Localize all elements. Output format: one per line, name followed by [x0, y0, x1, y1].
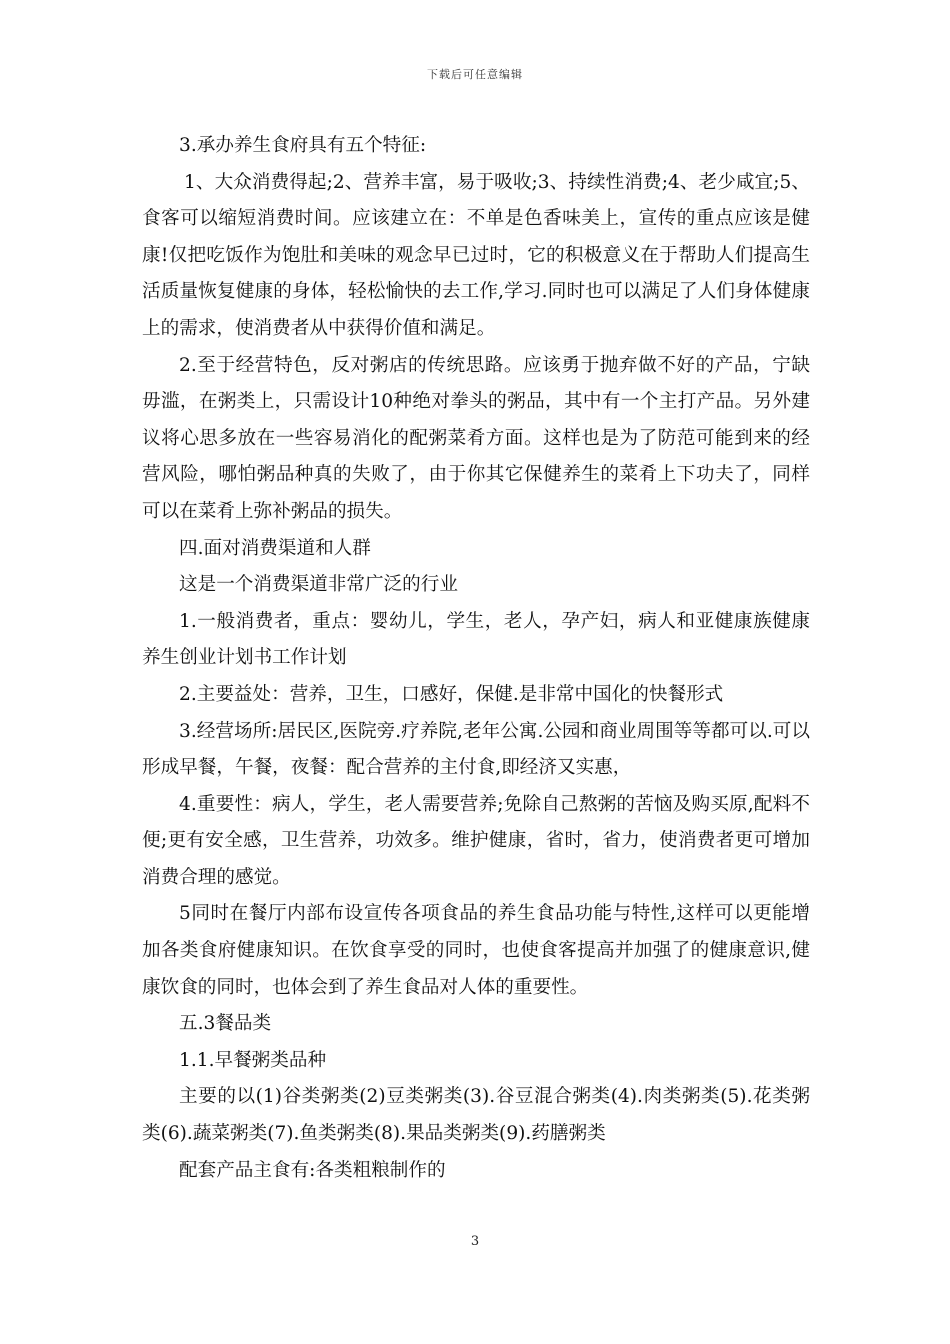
page-header: 下载后可任意编辑 [427, 68, 523, 81]
paragraph-general-consumers: 1.一般消费者，重点：婴幼儿，学生，老人，孕产妇，病人和亚健康族健康养生创业计划书工作计划 [142, 610, 810, 669]
paragraph-main-benefits: 2.主要益处：营养，卫生，口感好，保健.是非常中国化的快餐形式 [179, 683, 724, 705]
page-number: 3 [470, 1234, 480, 1249]
paragraph-operating-features: 2.至于经营特色，反对粥店的传统思路。应该勇于抛弃做不好的产品，宁缺毋滥，在粥类上，只需设计10种绝对拳头的粥品，其中有一个主打产品。另外建议将心思多放在一些容易消化的配粥菜肴方面。这样也是为了防范可能到来的经营风险，哪怕粥品种真的失败了，由于你其它保健养生的菜肴上下功夫了，同样可以在菜肴上弥补粥品的损失。 [142, 354, 810, 522]
document-body [142, 128, 810, 1189]
section-heading-meal-categories: 五.3餐品类 [179, 1013, 272, 1035]
paragraph-promotion: 5同时在餐厅内部布设宣传各项食品的养生食品功能与特性,这样可以更能增加各类食府健康知识。在饮食享受的同时，也使食客提高并加强了的健康意识,健康饮食的同时，也体会到了养生食品对人体的重要性。 [142, 903, 810, 998]
subheading-breakfast-porridge: 1.1.早餐粥类品种 [179, 1049, 327, 1071]
paragraph-features-heading: 3.承办养生食府具有五个特征: [179, 135, 427, 156]
paragraph-features-list: 1、大众消费得起;2、营养丰富，易于吸收;3、持续性消费;4、老少咸宜;5、食客可以缩短消费时间。应该建立在：不单是色香味美上，宣传的重点应该是健康!仅把吃饭作为饱肚和美味的观念早已过时，它的积极意义在于帮助人们提高生活质量恢复健康的身体，轻松愉快的去工作,学习.同时也可以满足了人们身体健康上的需求，使消费者从中获得价值和满足。 [142, 171, 810, 339]
paragraph-importance: 4.重要性：病人，学生，老人需要营养;免除自己熬粥的苦恼及购买原,配料不便;更有安全感，卫生营养，功效多。维护健康，省时，省力，使消费者更可增加消费合理的感觉。 [142, 793, 810, 888]
paragraph-staple-foods: 配套产品主食有:各类粗粮制作的 [179, 1159, 446, 1181]
section-heading-consumers: 四.面对消费渠道和人群 [179, 537, 371, 559]
paragraph-porridge-types: 主要的以(1)谷类粥类(2)豆类粥类(3).谷豆混合粥类(4).肉类粥类(5).花类粥类(6).蔬菜粥类(7).鱼类粥类(8).果品类粥类(9).药膳粥类 [142, 1086, 810, 1145]
paragraph-consumer-channels: 这是一个消费渠道非常广泛的行业 [179, 574, 458, 596]
paragraph-business-locations: 3.经营场所:居民区,医院旁.疗养院,老年公寓.公园和商业周围等等都可以.可以形成早餐，午餐，夜餐：配合营养的主付食,即经济又实惠， [142, 720, 810, 779]
